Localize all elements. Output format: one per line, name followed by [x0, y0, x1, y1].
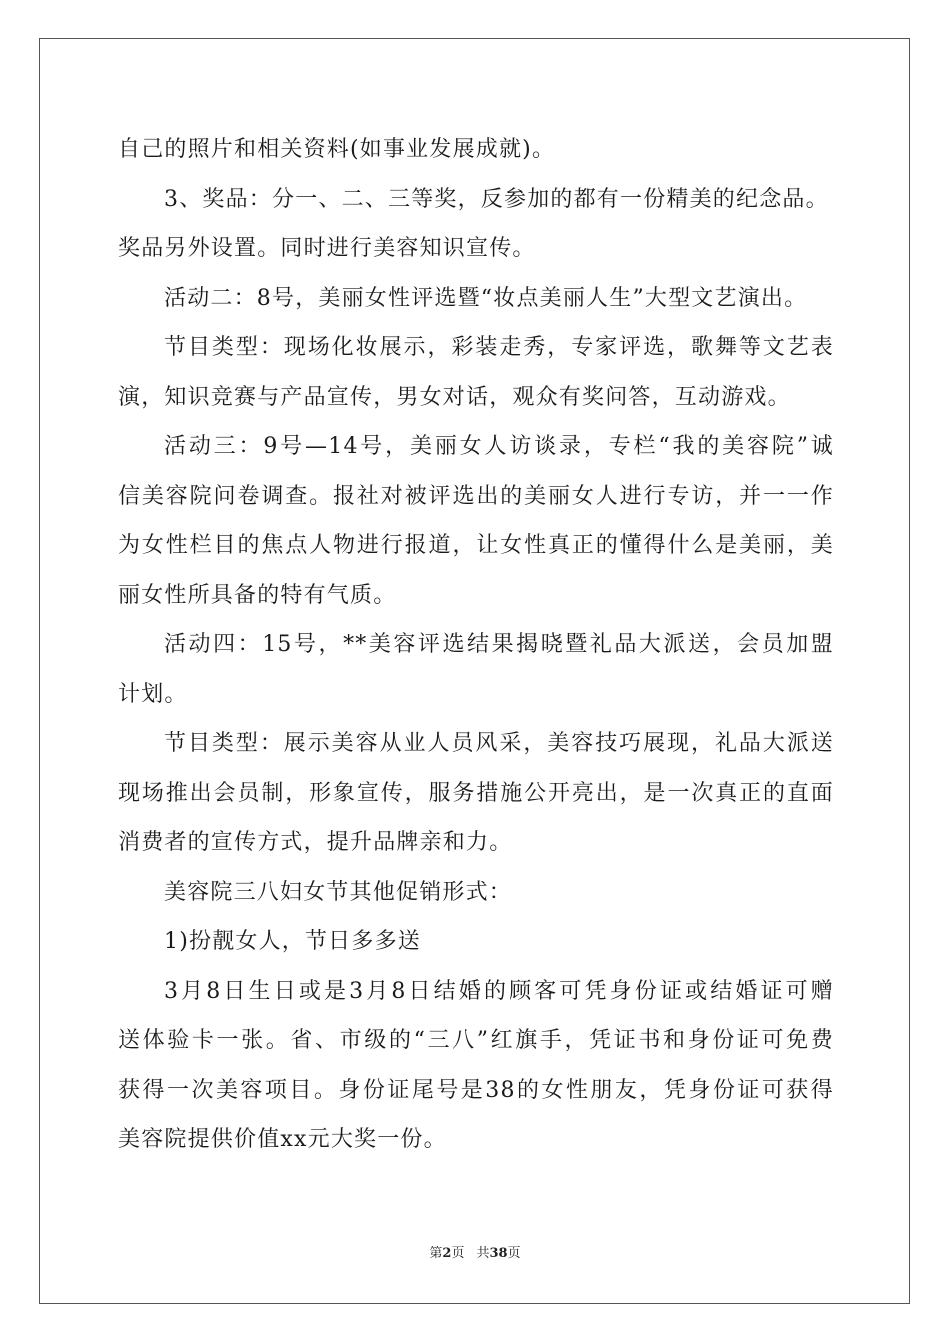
- body-line: 1)扮靓女人，节日多多送: [164, 929, 421, 954]
- page-suffix: 页: [451, 1246, 465, 1261]
- page-total: 38: [489, 1246, 508, 1261]
- total-prefix: 共: [476, 1246, 490, 1261]
- body-line: 节目类型：展示美容从业人员风采，美容技巧展现，礼品大派送: [164, 731, 834, 756]
- total-suffix: 页: [507, 1246, 521, 1261]
- body-line: 计划。: [118, 681, 188, 707]
- page-current: 2: [442, 1246, 452, 1261]
- body-line: 消费者的宣传方式，提升品牌亲和力。: [118, 830, 513, 855]
- body-line: 获得一次美容项目。身份证尾号是38的女性朋友，凭身份证可获得: [118, 1077, 834, 1103]
- body-line: 3、奖品：分一、二、三等奖，反参加的都有一份精美的纪念品。: [164, 186, 829, 212]
- body-line: 丽女性所具备的特有气质。: [118, 582, 397, 608]
- body-line: 信美容院问卷调查。报社对被评选出的美丽女人进行专访，并一一作: [118, 483, 834, 509]
- body-line: 活动四：15号，**美容评选结果揭晓暨礼品大派送，会员加盟: [164, 632, 834, 657]
- body-line: 自己的照片和相关资料(如事业发展成就)。: [118, 137, 556, 162]
- body-line: 活动三：9号—14号，美丽女人访谈录，专栏“我的美容院”诚: [164, 434, 834, 459]
- body-line: 为女性栏目的焦点人物进行报道，让女性真正的懂得什么是美丽，美: [118, 533, 834, 558]
- body-line: 3月8日生日或是3月8日结婚的顾客可凭身份证或结婚证可赠: [164, 978, 834, 1004]
- page-footer: [0, 1246, 950, 1262]
- body-line: 美容院三八妇女节其他促销形式：: [164, 879, 513, 905]
- body-line: 美容院提供价值xx元大奖一份。: [118, 1127, 447, 1152]
- body-line: 现场推出会员制，形象宣传，服务措施公开亮出，是一次真正的直面: [118, 780, 834, 806]
- body-line: 奖品另外设置。同时进行美容知识宣传。: [118, 236, 536, 261]
- body-line: 演，知识竞赛与产品宣传，男女对话，观众有奖问答，互动游戏。: [118, 384, 791, 410]
- body-line: 活动二：8号，美丽女性评选暨“妆点美丽人生”大型文艺演出。: [164, 285, 808, 311]
- body-line: 送体验卡一张。省、市级的“三八”红旗手，凭证书和身份证可免费: [118, 1028, 834, 1053]
- document-body: [118, 128, 834, 1168]
- page-prefix: 第: [429, 1246, 443, 1261]
- body-line: 节目类型：现场化妆展示，彩装走秀，专家评选，歌舞等文艺表: [164, 335, 834, 360]
